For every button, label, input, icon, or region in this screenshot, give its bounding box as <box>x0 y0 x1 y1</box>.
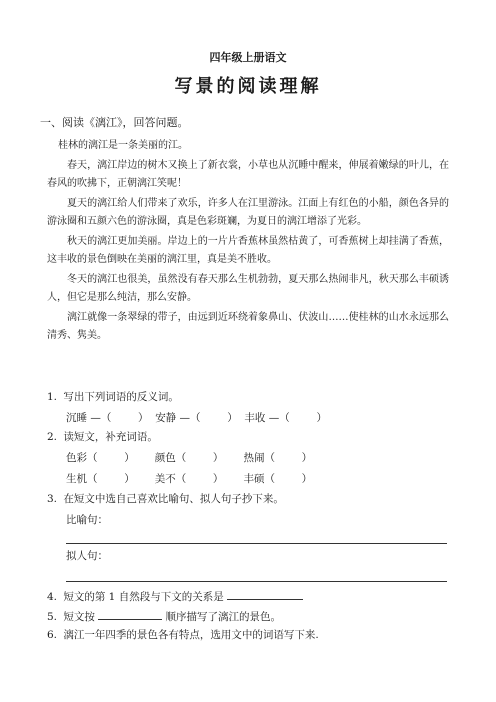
question-2 <box>47 429 158 444</box>
question-text-before: 短文按 <box>63 611 95 623</box>
passage-paragraph: 冬天的漓江也很美，虽然没有春天那么生机勃勃，夏天那么热闹非凡，秋天那么丰硕诱人，但它是那么纯洁，那么安静。 <box>47 274 449 303</box>
question-number: 6. <box>47 629 58 641</box>
question-text-after: 顺序描写了漓江的景色。 <box>165 611 282 623</box>
question-text: 在短文中选自己喜欢比喻句、拟人句子抄下来。 <box>63 493 284 505</box>
simile-label: 比喻句： <box>66 514 108 526</box>
reading-passage <box>47 137 449 347</box>
passage-paragraph: 秋天的漓江更加美丽。岸边上的一片片香蕉林虽然枯黄了，可香蕉树上却挂满了香蕉，这丰收的景色倒映在美丽的漓江里，真是美不胜收。 <box>47 236 449 265</box>
worksheet-title: 写景的阅读理解 <box>174 76 322 97</box>
question-text: 写出下列词语的反义词。 <box>63 391 179 403</box>
question-number: 3. <box>47 493 58 505</box>
word-completion-row-2[interactable]: 生机（ ） 美不（ ） 丰硕（ ） <box>66 473 313 485</box>
personification-label: 拟人句： <box>66 550 108 562</box>
passage-paragraph: 漓江就像一条翠绿的带子，由远到近环绕着象鼻山、伏波山……使桂林的山水永远那么清秀、隽美。 <box>47 312 449 341</box>
question-6 <box>47 627 319 642</box>
antonym-answer-row[interactable]: 沉睡 —（ ） 安静 —（ ） 丰收 —（ ） <box>66 412 327 424</box>
grade-subtitle: 四年级上册语文 <box>209 51 287 64</box>
section-heading: 一、阅读《漓江》，回答问题。 <box>40 116 189 129</box>
question-number: 4. <box>47 591 58 603</box>
passage-paragraph: 春天，漓江岸边的树木又换上了新衣裳，小草也从沉睡中醒来，伸展着嫩绿的叶儿，在春风的吹拂下，正朝漓江笑呢！ <box>47 160 449 189</box>
question-5 <box>47 608 281 624</box>
question-4 <box>47 588 303 604</box>
personification-answer-line[interactable] <box>66 581 447 582</box>
question-number: 1. <box>47 391 58 403</box>
question-number: 2. <box>47 431 58 443</box>
question-text: 读短文，补充词语。 <box>63 431 158 443</box>
question-text: 漓江一年四季的景色各有特点，选用文中的词语写下来. <box>63 629 319 641</box>
passage-paragraph: 夏天的漓江给人们带来了欢乐，许多人在江里游泳。江面上有红色的小船，颜色各异的游泳圈和五颜六色的游泳圈，真是色彩斑斓，为夏日的漓江增添了光彩。 <box>47 198 449 227</box>
order-answer-blank[interactable] <box>98 608 162 620</box>
relationship-answer-blank[interactable] <box>227 588 303 600</box>
word-completion-row-1[interactable]: 色彩（ ） 颜色（ ） 热闹（ ） <box>66 452 313 464</box>
passage-paragraph: 桂林的漓江是一条美丽的江。 <box>58 140 188 151</box>
question-text: 短文的第 1 自然段与下文的关系是 <box>63 591 224 603</box>
question-3 <box>47 491 284 506</box>
question-1 <box>47 389 179 404</box>
question-number: 5. <box>47 611 58 623</box>
simile-answer-line[interactable] <box>66 543 447 544</box>
